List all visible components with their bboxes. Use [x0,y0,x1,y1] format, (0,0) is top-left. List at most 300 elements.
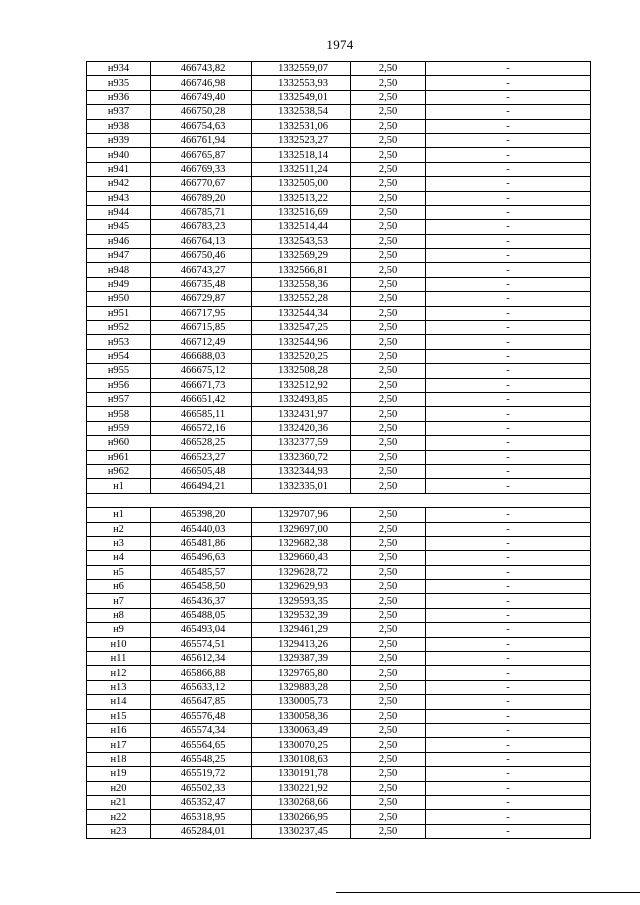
y-coordinate-cell: 1332344,93 [252,464,351,478]
point-id-cell: н958 [87,407,151,421]
y-coordinate-cell: 1329628,72 [252,565,351,579]
y-coordinate-cell: 1330070,25 [252,738,351,752]
table-row [87,292,591,306]
y-coordinate-cell: 1332516,69 [252,205,351,219]
point-id-cell: н945 [87,220,151,234]
table-row [87,637,591,651]
y-coordinate-cell: 1332547,25 [252,321,351,335]
point-id-cell: н946 [87,234,151,248]
y-coordinate-cell: 1329532,39 [252,608,351,622]
y-coordinate-cell: 1329413,26 [252,637,351,651]
accuracy-cell: 2,50 [351,824,426,838]
y-coordinate-cell: 1330268,66 [252,795,351,809]
accuracy-cell: 2,50 [351,148,426,162]
x-coordinate-cell: 466789,20 [151,191,252,205]
table-row [87,608,591,622]
point-id-cell: н4 [87,551,151,565]
point-id-cell: н21 [87,795,151,809]
table-row [87,795,591,809]
table-row [87,450,591,464]
y-coordinate-cell: 1332512,92 [252,378,351,392]
accuracy-cell: 2,50 [351,133,426,147]
accuracy-cell: 2,50 [351,263,426,277]
x-coordinate-cell: 465574,51 [151,637,252,651]
table-row [87,90,591,104]
table-row [87,392,591,406]
accuracy-cell: 2,50 [351,810,426,824]
y-coordinate-cell: 1329387,39 [252,652,351,666]
accuracy-cell: 2,50 [351,90,426,104]
accuracy-cell: 2,50 [351,407,426,421]
x-coordinate-cell: 466761,94 [151,133,252,147]
point-id-cell: н2 [87,522,151,536]
point-id-cell: н1 [87,508,151,522]
x-coordinate-cell: 466743,82 [151,62,252,76]
note-cell: - [426,709,591,723]
table-row [87,479,591,493]
x-coordinate-cell: 466729,87 [151,292,252,306]
table-row [87,321,591,335]
x-coordinate-cell: 466769,33 [151,162,252,176]
y-coordinate-cell: 1332549,01 [252,90,351,104]
y-coordinate-cell: 1332538,54 [252,105,351,119]
table-row [87,580,591,594]
table-row [87,306,591,320]
x-coordinate-cell: 465519,72 [151,767,252,781]
accuracy-cell: 2,50 [351,508,426,522]
table-row [87,522,591,536]
note-cell: - [426,565,591,579]
y-coordinate-cell: 1330266,95 [252,810,351,824]
x-coordinate-cell: 466754,63 [151,119,252,133]
table-row [87,378,591,392]
table-row [87,464,591,478]
accuracy-cell: 2,50 [351,738,426,752]
note-cell: - [426,263,591,277]
x-coordinate-cell: 466750,28 [151,105,252,119]
point-id-cell: н959 [87,421,151,435]
note-cell: - [426,450,591,464]
point-id-cell: н935 [87,76,151,90]
y-coordinate-cell: 1329697,00 [252,522,351,536]
note-cell: - [426,680,591,694]
note-cell: - [426,464,591,478]
point-id-cell: н10 [87,637,151,651]
note-cell: - [426,220,591,234]
table-row [87,709,591,723]
accuracy-cell: 2,50 [351,450,426,464]
point-id-cell: н6 [87,580,151,594]
accuracy-cell: 2,50 [351,594,426,608]
point-id-cell: н949 [87,277,151,291]
note-cell: - [426,752,591,766]
note-cell: - [426,378,591,392]
note-cell: - [426,119,591,133]
accuracy-cell: 2,50 [351,119,426,133]
note-cell: - [426,177,591,191]
x-coordinate-cell: 466675,12 [151,364,252,378]
block-separator-row [87,493,591,507]
accuracy-cell: 2,50 [351,580,426,594]
point-id-cell: н950 [87,292,151,306]
x-coordinate-cell: 466743,27 [151,263,252,277]
x-coordinate-cell: 465481,86 [151,536,252,550]
x-coordinate-cell: 466494,21 [151,479,252,493]
accuracy-cell: 2,50 [351,62,426,76]
note-cell: - [426,666,591,680]
x-coordinate-cell: 466717,95 [151,306,252,320]
table-row [87,277,591,291]
table-row [87,810,591,824]
point-id-cell: н942 [87,177,151,191]
point-id-cell: н7 [87,594,151,608]
accuracy-cell: 2,50 [351,652,426,666]
note-cell: - [426,349,591,363]
accuracy-cell: 2,50 [351,378,426,392]
note-cell: - [426,148,591,162]
note-cell: - [426,249,591,263]
x-coordinate-cell: 465612,34 [151,652,252,666]
x-coordinate-cell: 466712,49 [151,335,252,349]
y-coordinate-cell: 1330058,36 [252,709,351,723]
accuracy-cell: 2,50 [351,752,426,766]
point-id-cell: н936 [87,90,151,104]
accuracy-cell: 2,50 [351,565,426,579]
accuracy-cell: 2,50 [351,205,426,219]
accuracy-cell: 2,50 [351,76,426,90]
note-cell: - [426,90,591,104]
coordinates-table-body [87,62,591,839]
y-coordinate-cell: 1330063,49 [252,723,351,737]
x-coordinate-cell: 465488,05 [151,608,252,622]
table-row [87,263,591,277]
x-coordinate-cell: 466505,48 [151,464,252,478]
footer-rule [336,892,640,893]
x-coordinate-cell: 466715,85 [151,321,252,335]
y-coordinate-cell: 1332377,59 [252,436,351,450]
table-row [87,349,591,363]
note-cell: - [426,306,591,320]
table-row [87,364,591,378]
table-row [87,220,591,234]
x-coordinate-cell: 465458,50 [151,580,252,594]
y-coordinate-cell: 1329461,29 [252,623,351,637]
point-id-cell: н11 [87,652,151,666]
y-coordinate-cell: 1330005,73 [252,695,351,709]
note-cell: - [426,522,591,536]
x-coordinate-cell: 465496,63 [151,551,252,565]
table-row [87,105,591,119]
point-id-cell: н962 [87,464,151,478]
page-number: 1974 [326,37,354,52]
point-id-cell: н17 [87,738,151,752]
accuracy-cell: 2,50 [351,277,426,291]
note-cell: - [426,421,591,435]
table-row [87,234,591,248]
accuracy-cell: 2,50 [351,306,426,320]
y-coordinate-cell: 1332505,00 [252,177,351,191]
table-row [87,695,591,709]
point-id-cell: н960 [87,436,151,450]
point-id-cell: н954 [87,349,151,363]
note-cell: - [426,321,591,335]
accuracy-cell: 2,50 [351,321,426,335]
y-coordinate-cell: 1329660,43 [252,551,351,565]
y-coordinate-cell: 1332518,14 [252,148,351,162]
table-row [87,62,591,76]
x-coordinate-cell: 466523,27 [151,450,252,464]
x-coordinate-cell: 466783,23 [151,220,252,234]
x-coordinate-cell: 466770,67 [151,177,252,191]
note-cell: - [426,335,591,349]
note-cell: - [426,76,591,90]
table-row [87,536,591,550]
note-cell: - [426,551,591,565]
coordinates-table [86,61,591,839]
accuracy-cell: 2,50 [351,162,426,176]
x-coordinate-cell: 465576,48 [151,709,252,723]
note-cell: - [426,292,591,306]
accuracy-cell: 2,50 [351,249,426,263]
point-id-cell: н12 [87,666,151,680]
point-id-cell: н23 [87,824,151,838]
point-id-cell: н952 [87,321,151,335]
point-id-cell: н948 [87,263,151,277]
point-id-cell: н15 [87,709,151,723]
note-cell: - [426,810,591,824]
point-id-cell: н939 [87,133,151,147]
block-separator-cell [87,493,591,507]
y-coordinate-cell: 1330191,78 [252,767,351,781]
x-coordinate-cell: 465318,95 [151,810,252,824]
accuracy-cell: 2,50 [351,522,426,536]
note-cell: - [426,479,591,493]
note-cell: - [426,767,591,781]
table-row [87,594,591,608]
table-row [87,781,591,795]
x-coordinate-cell: 465352,47 [151,795,252,809]
table-row [87,652,591,666]
point-id-cell: н956 [87,378,151,392]
point-id-cell: н953 [87,335,151,349]
point-id-cell: н961 [87,450,151,464]
accuracy-cell: 2,50 [351,220,426,234]
point-id-cell: н8 [87,608,151,622]
point-id-cell: н947 [87,249,151,263]
table-row [87,824,591,838]
table-row [87,551,591,565]
x-coordinate-cell: 465502,33 [151,781,252,795]
note-cell: - [426,608,591,622]
note-cell: - [426,508,591,522]
point-id-cell: н1 [87,479,151,493]
y-coordinate-cell: 1332558,36 [252,277,351,291]
x-coordinate-cell: 465564,65 [151,738,252,752]
accuracy-cell: 2,50 [351,421,426,435]
point-id-cell: н957 [87,392,151,406]
note-cell: - [426,407,591,421]
table-row [87,249,591,263]
y-coordinate-cell: 1330237,45 [252,824,351,838]
table-row [87,436,591,450]
x-coordinate-cell: 466750,46 [151,249,252,263]
x-coordinate-cell: 466746,98 [151,76,252,90]
accuracy-cell: 2,50 [351,335,426,349]
table-row [87,407,591,421]
point-id-cell: н937 [87,105,151,119]
point-id-cell: н5 [87,565,151,579]
y-coordinate-cell: 1332544,34 [252,306,351,320]
x-coordinate-cell: 466764,13 [151,234,252,248]
point-id-cell: н938 [87,119,151,133]
note-cell: - [426,105,591,119]
point-id-cell: н951 [87,306,151,320]
point-id-cell: н13 [87,680,151,694]
y-coordinate-cell: 1332508,28 [252,364,351,378]
accuracy-cell: 2,50 [351,105,426,119]
x-coordinate-cell: 465493,04 [151,623,252,637]
x-coordinate-cell: 466765,87 [151,148,252,162]
point-id-cell: н940 [87,148,151,162]
accuracy-cell: 2,50 [351,234,426,248]
y-coordinate-cell: 1332513,22 [252,191,351,205]
x-coordinate-cell: 465436,37 [151,594,252,608]
x-coordinate-cell: 466688,03 [151,349,252,363]
y-coordinate-cell: 1332531,06 [252,119,351,133]
accuracy-cell: 2,50 [351,349,426,363]
y-coordinate-cell: 1332543,53 [252,234,351,248]
accuracy-cell: 2,50 [351,623,426,637]
note-cell: - [426,580,591,594]
table-row [87,623,591,637]
point-id-cell: н16 [87,723,151,737]
y-coordinate-cell: 1329593,35 [252,594,351,608]
table-row [87,565,591,579]
note-cell: - [426,795,591,809]
y-coordinate-cell: 1332559,07 [252,62,351,76]
note-cell: - [426,695,591,709]
y-coordinate-cell: 1332514,44 [252,220,351,234]
x-coordinate-cell: 466785,71 [151,205,252,219]
y-coordinate-cell: 1332520,25 [252,349,351,363]
accuracy-cell: 2,50 [351,551,426,565]
table-row [87,508,591,522]
note-cell: - [426,738,591,752]
accuracy-cell: 2,50 [351,795,426,809]
y-coordinate-cell: 1332511,24 [252,162,351,176]
table-row [87,76,591,90]
accuracy-cell: 2,50 [351,177,426,191]
point-id-cell: н14 [87,695,151,709]
point-id-cell: н3 [87,536,151,550]
y-coordinate-cell: 1330221,92 [252,781,351,795]
y-coordinate-cell: 1332569,29 [252,249,351,263]
accuracy-cell: 2,50 [351,680,426,694]
point-id-cell: н941 [87,162,151,176]
x-coordinate-cell: 466528,25 [151,436,252,450]
point-id-cell: н943 [87,191,151,205]
x-coordinate-cell: 465633,12 [151,680,252,694]
y-coordinate-cell: 1332420,36 [252,421,351,435]
table-row [87,680,591,694]
table-row [87,119,591,133]
x-coordinate-cell: 465574,34 [151,723,252,737]
x-coordinate-cell: 465866,88 [151,666,252,680]
y-coordinate-cell: 1330108,63 [252,752,351,766]
table-row [87,421,591,435]
note-cell: - [426,205,591,219]
point-id-cell: н20 [87,781,151,795]
table-row [87,177,591,191]
point-id-cell: н22 [87,810,151,824]
table-row [87,752,591,766]
y-coordinate-cell: 1329707,96 [252,508,351,522]
x-coordinate-cell: 465440,03 [151,522,252,536]
table-row [87,335,591,349]
table-row [87,723,591,737]
point-id-cell: н944 [87,205,151,219]
x-coordinate-cell: 465398,20 [151,508,252,522]
y-coordinate-cell: 1329765,80 [252,666,351,680]
note-cell: - [426,133,591,147]
note-cell: - [426,392,591,406]
note-cell: - [426,364,591,378]
point-id-cell: н955 [87,364,151,378]
y-coordinate-cell: 1332523,27 [252,133,351,147]
point-id-cell: н9 [87,623,151,637]
table-row [87,666,591,680]
x-coordinate-cell: 465284,01 [151,824,252,838]
y-coordinate-cell: 1332544,96 [252,335,351,349]
accuracy-cell: 2,50 [351,479,426,493]
note-cell: - [426,652,591,666]
note-cell: - [426,637,591,651]
x-coordinate-cell: 465647,85 [151,695,252,709]
x-coordinate-cell: 466749,40 [151,90,252,104]
y-coordinate-cell: 1332360,72 [252,450,351,464]
x-coordinate-cell: 466671,73 [151,378,252,392]
x-coordinate-cell: 466735,48 [151,277,252,291]
table-row [87,162,591,176]
point-id-cell: н18 [87,752,151,766]
note-cell: - [426,162,591,176]
accuracy-cell: 2,50 [351,536,426,550]
accuracy-cell: 2,50 [351,666,426,680]
accuracy-cell: 2,50 [351,364,426,378]
note-cell: - [426,723,591,737]
y-coordinate-cell: 1332552,28 [252,292,351,306]
note-cell: - [426,277,591,291]
y-coordinate-cell: 1329883,28 [252,680,351,694]
y-coordinate-cell: 1332493,85 [252,392,351,406]
y-coordinate-cell: 1332566,81 [252,263,351,277]
note-cell: - [426,62,591,76]
accuracy-cell: 2,50 [351,767,426,781]
x-coordinate-cell: 465485,57 [151,565,252,579]
accuracy-cell: 2,50 [351,608,426,622]
note-cell: - [426,824,591,838]
table-row [87,767,591,781]
note-cell: - [426,594,591,608]
accuracy-cell: 2,50 [351,191,426,205]
note-cell: - [426,781,591,795]
accuracy-cell: 2,50 [351,723,426,737]
x-coordinate-cell: 466585,11 [151,407,252,421]
point-id-cell: н19 [87,767,151,781]
accuracy-cell: 2,50 [351,392,426,406]
accuracy-cell: 2,50 [351,464,426,478]
point-id-cell: н934 [87,62,151,76]
